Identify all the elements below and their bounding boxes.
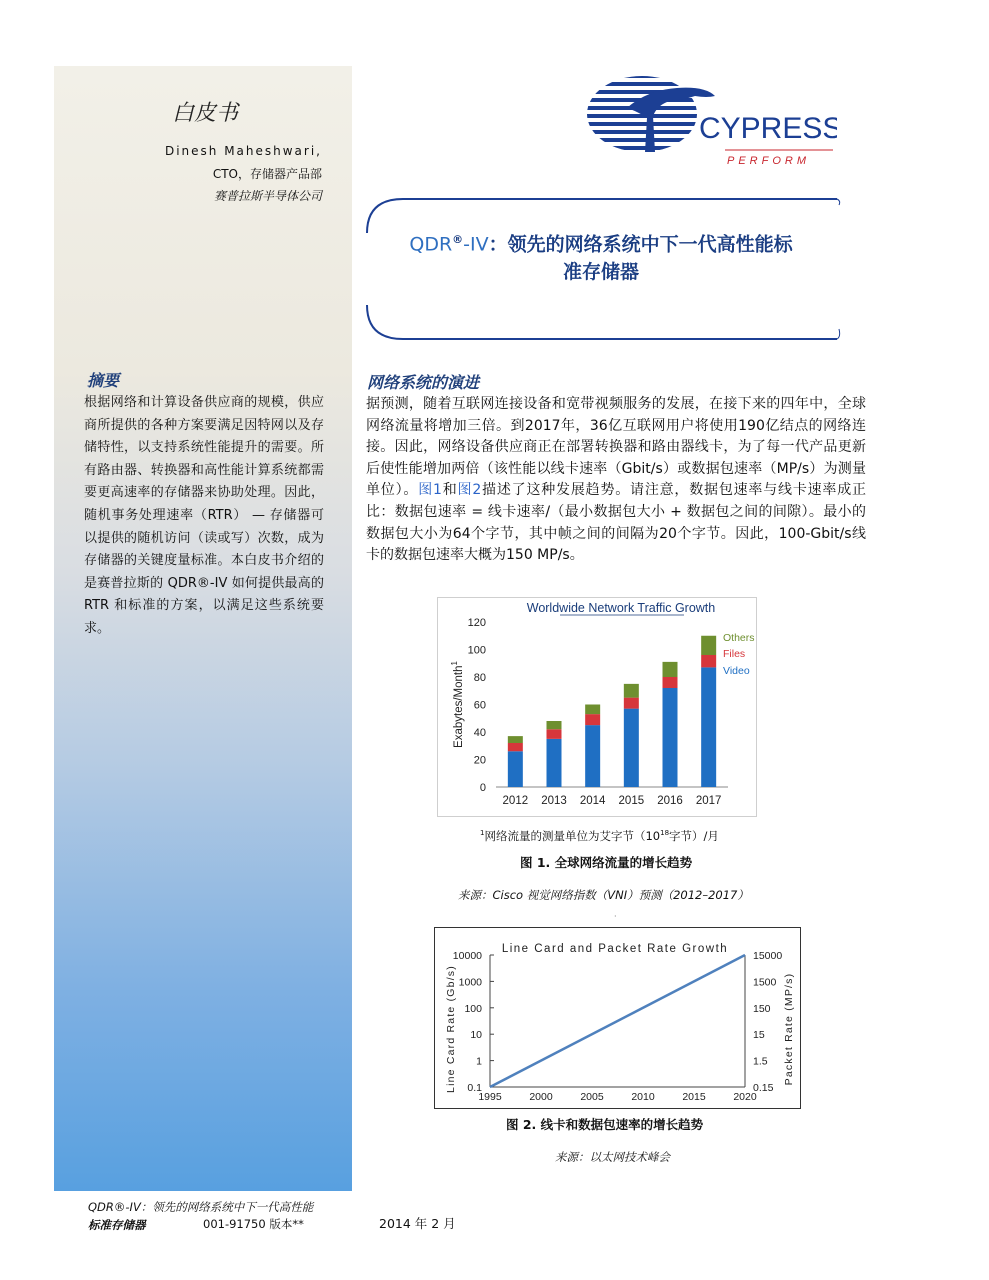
abstract-body: 根据网络和计算设备供应商的规模，供应商所提供的各种方案要满足因特网以及存储特性，以支持系统性能提升的需要。所有路由器、转换器和高性能计算系统都需要更高速率的存储器来协助处理。因此，随机事务处理速率（RTR） — 存储器可以提供的随机访问（读或写）次数，成为存储器的关键度量标准。本白皮书介绍的是赛普拉斯的 QDR®-IV 如何提供最高的 RTR 和标准的方案，以满足这些系统要求。 — [84, 395, 324, 636]
chart1-bar-segment — [701, 655, 716, 667]
figure2-source: 来源：以太网技术峰会 — [555, 1150, 670, 1164]
chart1-bar-segment — [508, 743, 523, 751]
chart2-x-tick-label: 2010 — [631, 1091, 655, 1103]
chart2-y2-tick-label: 150 — [753, 1002, 771, 1015]
chart2-y2-tick-label: 1.5 — [753, 1055, 768, 1068]
chart1-bar-segment — [624, 698, 639, 709]
chart1-y-tick-label: 20 — [473, 754, 486, 767]
page-title — [366, 226, 836, 286]
figure1-chart — [438, 598, 756, 816]
chart1-y-axis-label-superscript: 1 — [450, 661, 459, 666]
chart1-bar-segment — [547, 739, 562, 787]
chart1-bar-segment — [508, 736, 523, 743]
chart1-bar-segment — [663, 688, 678, 787]
chart2-y-tick-label: 0.1 — [467, 1082, 482, 1094]
figure2-chart-frame — [434, 927, 801, 1109]
title-suffix: -IV — [463, 233, 489, 256]
paragraph-part-a: 据预测，随着互联网连接设备和宽带视频服务的发展，在接下来的四年中，全球网络流量将增加三倍。到2017年，36亿互联网用户将使用190亿结点的网络连接。因此，网络设备供应商正在部署转换器和路由器线卡，为了每一代产品更新后使性能增加两倍（该性能以线卡速率（Gbit/s）或数据包速率（MP/s）为测量单位）。 — [366, 396, 866, 499]
cypress-logo — [587, 68, 837, 172]
chart1-title: Worldwide Network Traffic Growth — [526, 601, 716, 615]
chart1-bar-segment — [585, 725, 600, 787]
figure1-source: 来源：Cisco 视觉网络指数（VNI）预测（2012–2017） — [458, 888, 749, 902]
footer-title-line1: QDR®-IV：领先的网络系统中下一代高性能 — [88, 1200, 314, 1214]
footnote-text-b: 字节）/月 — [669, 829, 719, 843]
logo-brand: CYPRESS — [699, 112, 837, 145]
chart2-y-tick-label: 100 — [464, 1002, 482, 1015]
figure1-caption: 图 1. 全球网络流量的增长趋势 — [520, 855, 693, 870]
chart2-x-tick-label: 1995 — [478, 1091, 502, 1103]
chart1-x-tick-label: 2015 — [618, 795, 645, 807]
stray-dot: · — [614, 912, 617, 921]
footer-title-line2: 标准存储器 — [88, 1218, 146, 1232]
chart2-y2-tick-label: 15000 — [753, 950, 783, 962]
chart1-y-axis-label: Exabytes/Month$^1$ — [450, 661, 465, 748]
chart1-y-tick-label: 60 — [473, 699, 486, 712]
title-prefix: QDR — [409, 233, 453, 256]
footer-date: 2014 年 2 月 — [379, 1216, 456, 1231]
chart1-bar-segment — [547, 721, 562, 729]
chart1-bar-segment — [701, 667, 716, 787]
chart2-y-tick-label: 1 — [476, 1055, 482, 1068]
chart2-y-tick-label: 1000 — [458, 976, 482, 989]
chart1-bar-segment — [663, 662, 678, 677]
section-body — [366, 394, 866, 567]
title-rest: ：领先的网络系统中下一代高性能标 — [488, 233, 793, 256]
abstract-heading: 摘要 — [87, 371, 120, 390]
chart2-y-tick-label: 10000 — [452, 950, 482, 962]
figure2-caption: 图 2. 线卡和数据包速率的增长趋势 — [506, 1117, 704, 1132]
author-company: 赛普拉斯半导体公司 — [213, 189, 322, 203]
figure2-chart — [435, 928, 800, 1108]
paragraph-part-b: 描述了这种发展趋势。请注意，数据包速率与线卡速率成正比：数据包速率 = 线卡速率/（最小数据包大小 + 数据包之间的间隙）。最小的数据包大小为64个字节，其中帧之间的间隔为20个字节。因此，100-Gbit/s线卡的数据包速率大概为150 MP/s。 — [366, 482, 867, 564]
chart1-bar-segment — [585, 705, 600, 715]
chart1-y-tick-label: 100 — [467, 644, 486, 657]
section-heading: 网络系统的演进 — [367, 373, 480, 392]
chart1-y-tick-label: 40 — [473, 727, 486, 739]
chart1-x-tick-label: 2013 — [541, 795, 567, 807]
footnote-exponent: 18 — [660, 829, 670, 838]
chart1-x-tick-label: 2014 — [579, 795, 606, 807]
footer-doc-number: 001-91750 版本** — [203, 1217, 304, 1231]
document-type: 白皮书 — [172, 101, 239, 126]
figure1-link[interactable]: 图1 — [418, 482, 442, 499]
chart1-bar-segment — [663, 677, 678, 688]
chart1-y-tick-label: 80 — [473, 672, 486, 684]
chart1-bar-segment — [701, 636, 716, 655]
chart1-x-tick-label: 2017 — [695, 795, 722, 807]
figure1-chart-frame — [437, 597, 757, 817]
chart1-x-tick-label: 2016 — [657, 795, 683, 807]
chart1-bar-segment — [585, 714, 600, 725]
author-name: Dinesh Maheshwari, — [164, 144, 322, 158]
chart2-series-line — [490, 955, 745, 1087]
chart2-y2-tick-label: 15 — [753, 1029, 765, 1042]
chart1-legend-label: Files — [723, 648, 746, 660]
chart2-y2-axis-label: Packet Rate (MP/s) — [783, 972, 795, 1086]
chart1-y-tick-label: 0 — [479, 782, 486, 794]
chart1-bar-segment — [508, 751, 523, 787]
footnote-mark: 1 — [480, 829, 485, 838]
chart2-x-tick-label: 2020 — [733, 1091, 757, 1103]
title-line2: 准存储器 — [562, 261, 639, 284]
author-role: CTO，存储器产品部 — [212, 167, 322, 181]
chart2-x-tick-label: 2000 — [529, 1091, 553, 1103]
chart2-x-tick-label: 2005 — [580, 1091, 604, 1103]
chart1-legend-label: Others — [723, 632, 755, 644]
chart2-y2-tick-label: 1500 — [753, 976, 777, 989]
paragraph-and: 和 — [441, 482, 458, 499]
chart1-y-tick-label: 120 — [467, 617, 486, 629]
chart2-y-tick-label: 10 — [470, 1029, 482, 1042]
chart1-x-tick-label: 2012 — [502, 795, 529, 807]
chart2-y-axis-label: Line Card Rate (Gb/s) — [445, 965, 457, 1093]
chart2-x-tick-label: 2015 — [682, 1091, 706, 1103]
chart1-bar-segment — [624, 709, 639, 787]
chart1-bar-segment — [624, 684, 639, 698]
figure2-link[interactable]: 图2 — [457, 482, 482, 499]
footnote-text-a: 网络流量的测量单位为艾字节（10 — [484, 829, 661, 843]
chart2-title: Line Card and Packet Rate Growth — [501, 943, 729, 955]
chart1-bar-segment — [547, 729, 562, 739]
chart2-y2-tick-label: 0.15 — [753, 1082, 774, 1094]
logo-tagline: PERFORM — [727, 155, 810, 167]
chart1-legend-label: Video — [723, 665, 750, 677]
figure1-footnote — [480, 828, 719, 844]
title-reg: ® — [452, 233, 464, 246]
